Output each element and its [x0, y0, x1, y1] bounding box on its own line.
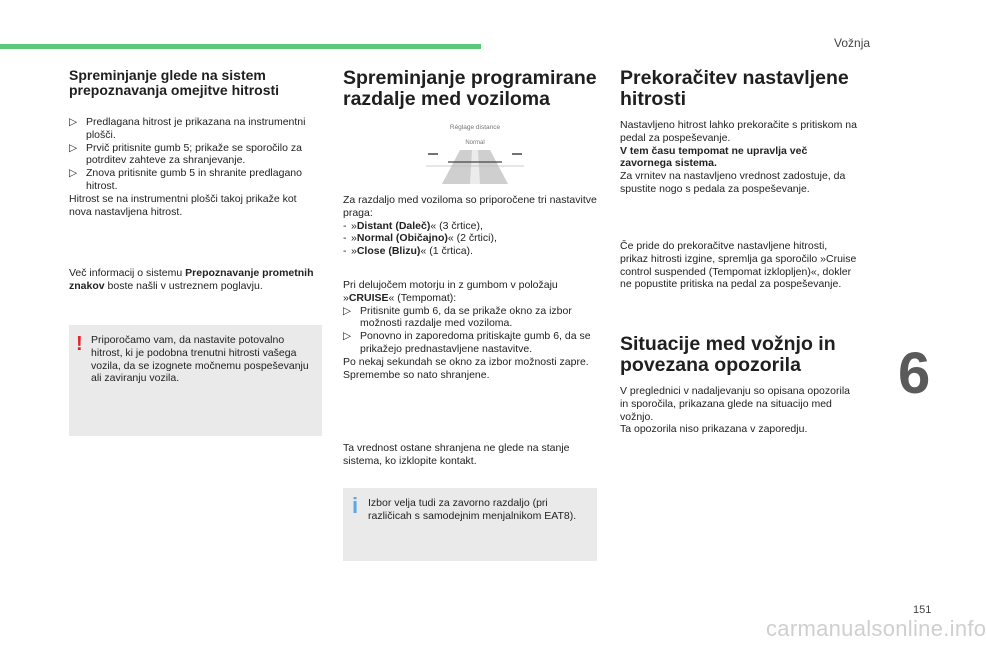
chapter-color-bar: [0, 44, 481, 49]
speed-limit-steps: [69, 116, 322, 218]
paragraph: Za razdaljo med voziloma so priporočene tri nastavitve praga:: [343, 194, 597, 219]
list-item: - »Distant (Daleč)« (3 črtice),: [343, 219, 483, 232]
more-info-paragraph: Več informacij o sistemu Prepoznavanje prometnih znakov boste našli v ustreznem poglavju.: [69, 267, 314, 292]
list-item: ▷ Ponovno in zaporedoma pritiskajte gumb 6, da se prikažejo prednastavljene nastavitve.: [343, 330, 591, 355]
step-marker-icon: ▷: [343, 330, 352, 343]
distance-display-figure: [420, 118, 530, 188]
paragraph: Nastavljeno hitrost lahko prekoračite s pritiskom na pedal za pospeševanje.: [620, 119, 857, 144]
figure-label-mode: Normal: [465, 140, 485, 146]
paragraph: Po nekaj sekundah se okno za izbor možnosti zapre.: [343, 355, 589, 368]
paragraph: Če pride do prekoračitve nastavljene hitrosti, prikaz hitrosti izgine, spremlja ga sporočilo »Cruise control suspended (Tempomat izklopljen)«, dokler ne popustite pritiska na pedal za pospeševanje.: [620, 240, 857, 291]
page-number: 151: [913, 604, 932, 616]
paragraph: Ta opozorila niso prikazana v zaporedju.: [620, 423, 808, 436]
list-item: ▷ Prvič pritisnite gumb 5; prikaže se sporočilo za potrditev zahteve za shranjevanje.: [69, 141, 302, 167]
paragraph: Spremembe so nato shranjene.: [343, 368, 490, 381]
info-text: Izbor velja tudi za zavorno razdaljo (pri različicah s samodejnim menjalnikom EAT8).: [368, 497, 577, 522]
list-item: ▷ Pritisnite gumb 6, da se prikaže okno za izbor možnosti razdalje med voziloma.: [343, 304, 572, 330]
distance-options: [343, 194, 598, 258]
section-heading-distance: Spreminjanje programirane razdalje med voziloma: [343, 67, 597, 110]
step-marker-icon: ▷: [69, 141, 78, 154]
chapter-tab-number: 6: [898, 341, 931, 406]
warning-text: Priporočamo vam, da nastavite potovalno hitrost, ki je podobna trenutni hitrosti vašega vozila, da se izognete močnemu pospeševanju ali zaviranju vozila.: [91, 334, 309, 385]
list-item: ▷ Znova pritisnite gumb 5 in shranite predlagano hitrost.: [69, 167, 302, 192]
warning-box: [69, 325, 322, 436]
list-item: ▷ Predlagana hitrost je prikazana na instrumentni plošči.: [69, 116, 306, 141]
chapter-title: Vožnja: [834, 36, 871, 50]
cruise-steps: [343, 279, 593, 381]
list-item: - »Close (Blizu)« (1 črtica).: [343, 245, 473, 258]
step-marker-icon: ▷: [69, 167, 78, 180]
info-box: [343, 488, 597, 561]
paragraph: Ta vrednost ostane shranjena ne glede na stanje sistema, ko izklopite kontakt.: [343, 442, 570, 467]
overspeed-text: [620, 119, 858, 196]
section-heading-overspeed: Prekoračitev nastavljene hitrosti: [620, 67, 849, 110]
list-item: - »Normal (Običajno)« (2 črtici),: [343, 232, 497, 245]
section-heading-speed-limit: Spreminjanje glede na sistem prepoznavanja omejitve hitrosti: [69, 67, 280, 98]
paragraph: Za vrnitev na nastavljeno vrednost zadostuje, da spustite nogo s pedala za pospeševanje.: [620, 170, 846, 195]
step-marker-icon: ▷: [343, 304, 352, 317]
warning-exclamation-icon: !: [76, 333, 83, 355]
situations-text: [620, 385, 858, 436]
section-heading-situations: Situacije med vožnjo in povezana opozorila: [620, 333, 836, 376]
paragraph: V preglednici v nadaljevanju so opisana opozorila in sporočila, prikazana glede na situacijo med vožnjo.: [620, 385, 850, 423]
step-marker-icon: ▷: [69, 116, 78, 128]
watermark: carmanualsonline.info: [766, 616, 986, 641]
paragraph: Hitrost se na instrumentni plošči takoj prikaže kot nova nastavljena hitrost.: [69, 192, 297, 218]
figure-label-top: Réglage distance: [449, 124, 501, 131]
paragraph-bold: V tem času tempomat ne upravlja več zavornega sistema.: [620, 144, 808, 170]
info-icon: i: [352, 493, 359, 518]
paragraph: Pri delujočem motorju in z gumbom v položaju »CRUISE« (Tempomat):: [343, 279, 558, 304]
